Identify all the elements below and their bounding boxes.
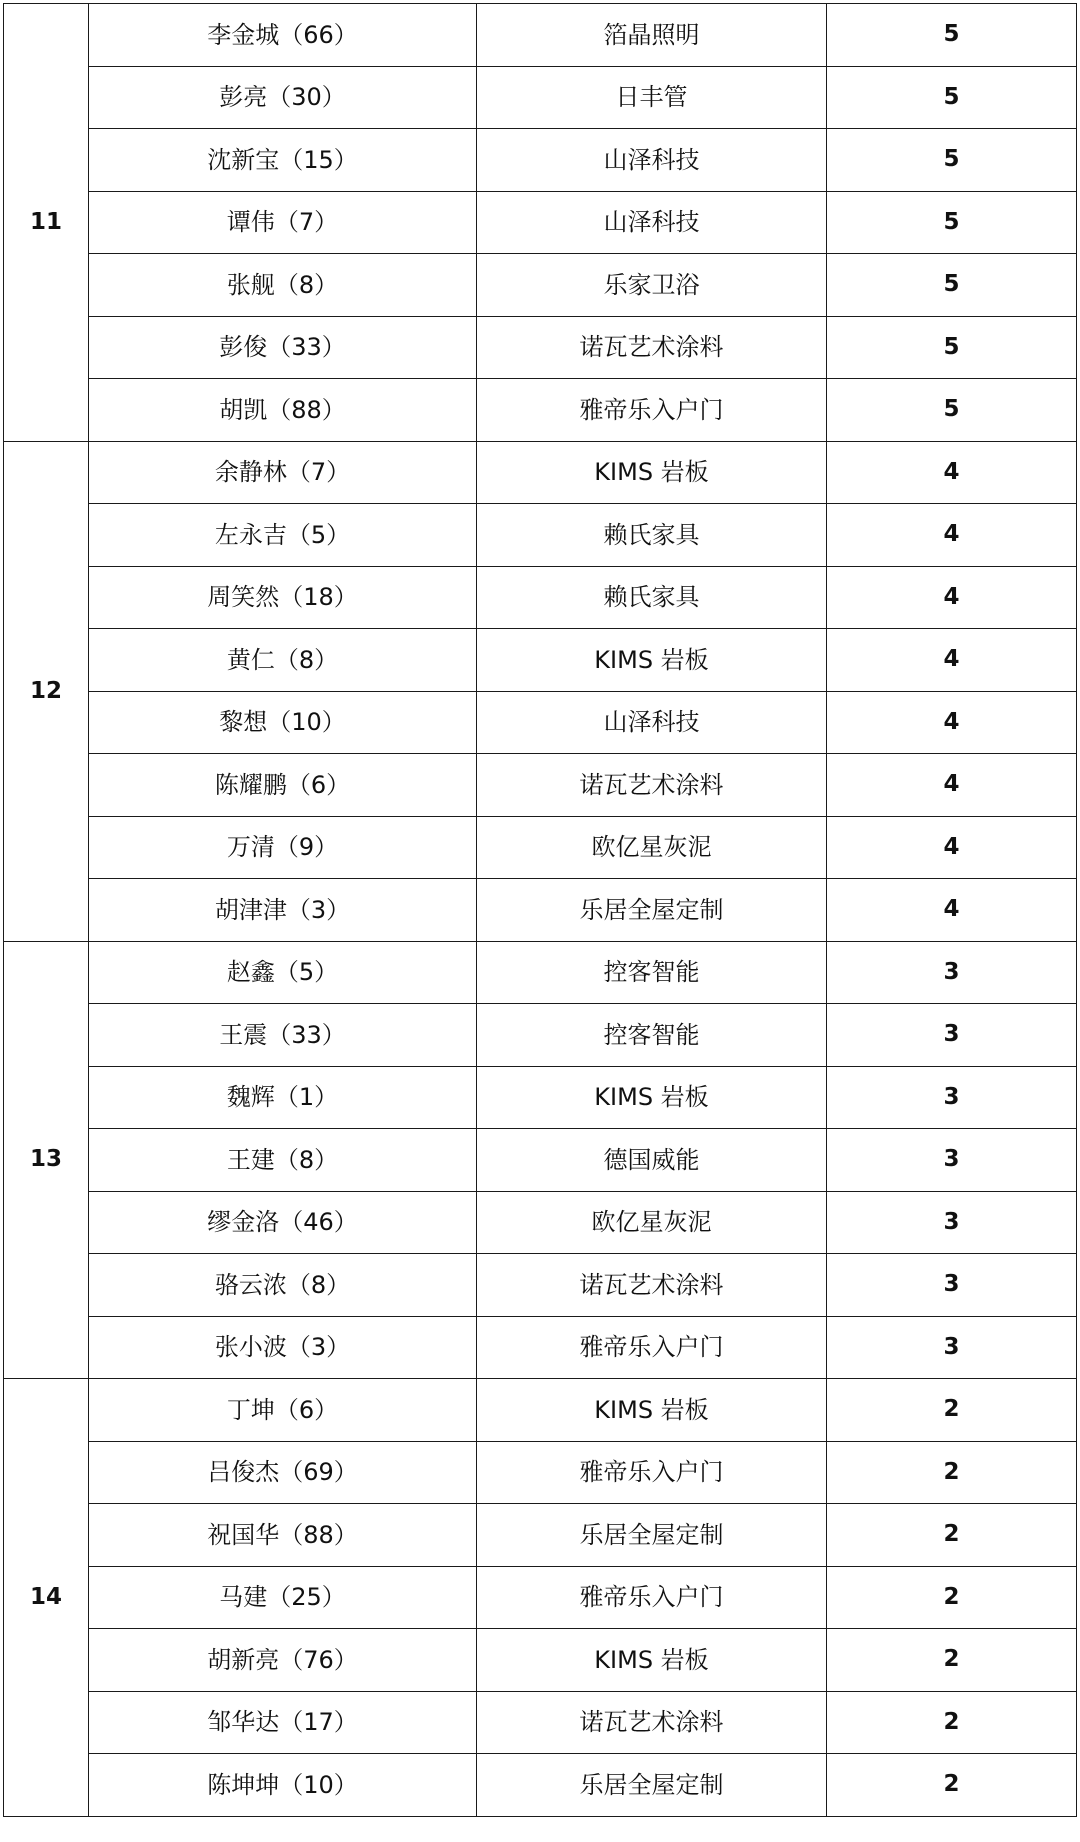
brand-cell: 控客智能 (477, 1004, 827, 1067)
person-name-cell: 祝国华（88） (89, 1504, 477, 1567)
person-name-cell: 丁坤（6） (89, 1379, 477, 1442)
brand-cell: 诺瓦艺术涂料 (477, 754, 827, 817)
brand-cell: 山泽科技 (477, 129, 827, 192)
person-name-cell: 周笑然（18） (89, 566, 477, 629)
brand-cell: 德国威能 (477, 1129, 827, 1192)
score-cell: 4 (827, 816, 1077, 879)
score-cell: 5 (827, 66, 1077, 129)
brand-cell: 雅帝乐入户门 (477, 1441, 827, 1504)
person-name-cell: 陈坤坤（10） (89, 1754, 477, 1817)
score-cell: 2 (827, 1441, 1077, 1504)
brand-cell: 乐居全屋定制 (477, 1504, 827, 1567)
score-cell: 2 (827, 1754, 1077, 1817)
score-cell: 5 (827, 379, 1077, 442)
person-name-cell: 王震（33） (89, 1004, 477, 1067)
score-cell: 5 (827, 191, 1077, 254)
brand-cell: 赖氏家具 (477, 504, 827, 567)
table-row (4, 379, 1077, 442)
ranking-table (3, 3, 1077, 1817)
table-row (4, 754, 1077, 817)
score-cell: 2 (827, 1566, 1077, 1629)
score-cell: 3 (827, 1191, 1077, 1254)
person-name-cell: 黎想（10） (89, 691, 477, 754)
person-name-cell: 张舰（8） (89, 254, 477, 317)
person-name-cell: 万清（9） (89, 816, 477, 879)
table-row (4, 816, 1077, 879)
table-row (4, 66, 1077, 129)
brand-cell: 雅帝乐入户门 (477, 1566, 827, 1629)
table-row (4, 1754, 1077, 1817)
person-name-cell: 王建（8） (89, 1129, 477, 1192)
table-row (4, 1316, 1077, 1379)
rank-cell: 13 (4, 941, 89, 1379)
brand-cell: 诺瓦艺术涂料 (477, 316, 827, 379)
brand-cell: 山泽科技 (477, 691, 827, 754)
table-row (4, 1441, 1077, 1504)
score-cell: 4 (827, 754, 1077, 817)
score-cell: 2 (827, 1379, 1077, 1442)
brand-cell: 欧亿星灰泥 (477, 1191, 827, 1254)
score-cell: 2 (827, 1691, 1077, 1754)
person-name-cell: 陈耀鹏（6） (89, 754, 477, 817)
score-cell: 4 (827, 879, 1077, 942)
score-cell: 5 (827, 4, 1077, 67)
table-row (4, 1129, 1077, 1192)
table-row (4, 129, 1077, 192)
rank-cell: 11 (4, 4, 89, 442)
table-row (4, 1004, 1077, 1067)
person-name-cell: 胡新亮（76） (89, 1629, 477, 1692)
table-row (4, 191, 1077, 254)
person-name-cell: 谭伟（7） (89, 191, 477, 254)
table-row (4, 1066, 1077, 1129)
brand-cell: 乐居全屋定制 (477, 1754, 827, 1817)
brand-cell: 箔晶照明 (477, 4, 827, 67)
score-cell: 4 (827, 566, 1077, 629)
brand-cell: 乐居全屋定制 (477, 879, 827, 942)
score-cell: 3 (827, 1316, 1077, 1379)
person-name-cell: 骆云浓（8） (89, 1254, 477, 1317)
person-name-cell: 胡津津（3） (89, 879, 477, 942)
score-cell: 3 (827, 941, 1077, 1004)
score-cell: 5 (827, 254, 1077, 317)
score-cell: 2 (827, 1629, 1077, 1692)
score-cell: 2 (827, 1504, 1077, 1567)
table-row (4, 629, 1077, 692)
brand-cell: 山泽科技 (477, 191, 827, 254)
score-cell: 3 (827, 1254, 1077, 1317)
person-name-cell: 张小波（3） (89, 1316, 477, 1379)
brand-cell: 诺瓦艺术涂料 (477, 1254, 827, 1317)
score-cell: 3 (827, 1129, 1077, 1192)
table-row (4, 879, 1077, 942)
person-name-cell: 彭俊（33） (89, 316, 477, 379)
brand-cell: KIMS 岩板 (477, 629, 827, 692)
table-row (4, 4, 1077, 67)
brand-cell: 欧亿星灰泥 (477, 816, 827, 879)
table-row (4, 1629, 1077, 1692)
score-cell: 4 (827, 629, 1077, 692)
person-name-cell: 缪金洛（46） (89, 1191, 477, 1254)
rank-cell: 12 (4, 441, 89, 941)
brand-cell: KIMS 岩板 (477, 1066, 827, 1129)
brand-cell: KIMS 岩板 (477, 441, 827, 504)
person-name-cell: 李金城（66） (89, 4, 477, 67)
person-name-cell: 左永吉（5） (89, 504, 477, 567)
ranking-table-body (4, 4, 1077, 1817)
brand-cell: 诺瓦艺术涂料 (477, 1691, 827, 1754)
person-name-cell: 彭亮（30） (89, 66, 477, 129)
person-name-cell: 胡凯（88） (89, 379, 477, 442)
score-cell: 4 (827, 441, 1077, 504)
person-name-cell: 沈新宝（15） (89, 129, 477, 192)
score-cell: 4 (827, 691, 1077, 754)
table-row (4, 254, 1077, 317)
table-row (4, 316, 1077, 379)
brand-cell: 乐家卫浴 (477, 254, 827, 317)
rank-cell: 14 (4, 1379, 89, 1817)
table-row (4, 941, 1077, 1004)
brand-cell: 雅帝乐入户门 (477, 379, 827, 442)
table-row (4, 1691, 1077, 1754)
table-row (4, 1379, 1077, 1442)
brand-cell: KIMS 岩板 (477, 1379, 827, 1442)
table-row (4, 1254, 1077, 1317)
score-cell: 5 (827, 316, 1077, 379)
person-name-cell: 邹华达（17） (89, 1691, 477, 1754)
table-row (4, 1191, 1077, 1254)
brand-cell: KIMS 岩板 (477, 1629, 827, 1692)
table-row (4, 441, 1077, 504)
person-name-cell: 吕俊杰（69） (89, 1441, 477, 1504)
person-name-cell: 魏辉（1） (89, 1066, 477, 1129)
table-row (4, 1504, 1077, 1567)
table-row (4, 1566, 1077, 1629)
brand-cell: 日丰管 (477, 66, 827, 129)
table-row (4, 566, 1077, 629)
person-name-cell: 马建（25） (89, 1566, 477, 1629)
brand-cell: 控客智能 (477, 941, 827, 1004)
brand-cell: 雅帝乐入户门 (477, 1316, 827, 1379)
person-name-cell: 赵鑫（5） (89, 941, 477, 1004)
brand-cell: 赖氏家具 (477, 566, 827, 629)
table-row (4, 691, 1077, 754)
score-cell: 5 (827, 129, 1077, 192)
person-name-cell: 黄仁（8） (89, 629, 477, 692)
score-cell: 3 (827, 1066, 1077, 1129)
score-cell: 3 (827, 1004, 1077, 1067)
person-name-cell: 余静林（7） (89, 441, 477, 504)
score-cell: 4 (827, 504, 1077, 567)
table-row (4, 504, 1077, 567)
